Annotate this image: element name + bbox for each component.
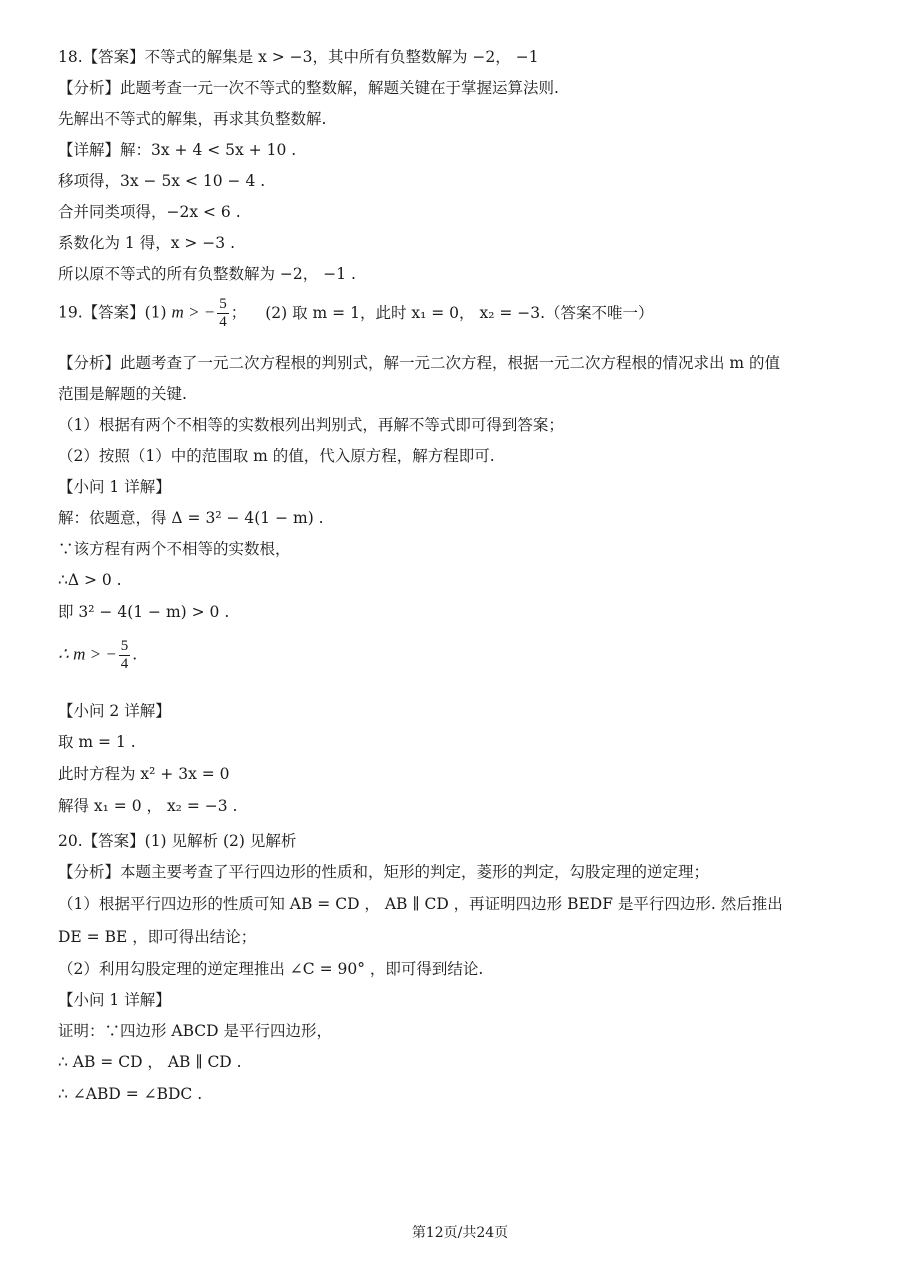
q19-sub1-step1: 解：依题意，得 Δ = 3² − 4(1 − m) . — [58, 509, 324, 527]
q19-answer — [58, 296, 654, 331]
q18-step1: 移项得，3x − 5x < 10 − 4 . — [58, 172, 266, 190]
q19-method2: （2）按照（1）中的范围取 m 的值，代入原方程，解方程即可. — [58, 447, 495, 465]
q20-proof3: ∴ ∠ABD = ∠BDC . — [58, 1085, 203, 1103]
fraction-numerator: 5 — [219, 296, 227, 312]
q20-method1: （1）根据平行四边形的性质可知 AB = CD ， AB ∥ CD ，再证明四边形 BEDF 是平行四边形. 然后推出 — [58, 895, 783, 913]
q18-step3: 系数化为 1 得，x > −3 . — [58, 234, 236, 252]
fraction-denominator: 4 — [120, 656, 129, 672]
fraction — [119, 638, 131, 673]
q18-result: 所以原不等式的所有负整数解为 −2， −1 . — [58, 265, 356, 283]
q18-detail: 【详解】解：3x + 4 < 5x + 10 . — [58, 141, 297, 159]
q20-method2: （2）利用勾股定理的逆定理推出 ∠C = 90° ，即可得到结论. — [58, 960, 484, 978]
q20-proof1: 证明：∵四边形 ABCD 是平行四边形， — [58, 1022, 333, 1040]
q19-answer-var: m > − — [171, 302, 216, 322]
q19-sub1-heading: 【小问 1 详解】 — [58, 478, 171, 496]
q18-method: 先解出不等式的解集，再求其负整数解. — [58, 110, 327, 128]
page-footer: 第12页/共24页 — [411, 1225, 509, 1241]
q19-analysis2: 范围是解题的关键. — [58, 385, 187, 403]
q19-sub1-step2: ∵该方程有两个不相等的实数根， — [58, 540, 291, 558]
q19-answer-part2: (2) 取 m = 1，此时 x₁ = 0， x₂ = −3.（答案不唯一） — [265, 303, 654, 322]
q18-answer: 18.【答案】不等式的解集是 x > −3，其中所有负整数解为 −2， −1 — [58, 48, 539, 66]
q20-proof2: ∴ AB = CD ， AB ∥ CD . — [58, 1053, 242, 1071]
fraction-numerator: 5 — [120, 638, 129, 654]
q19-sub1-step4: 即 3² − 4(1 − m) > 0 . — [58, 603, 230, 621]
q20-analysis: 【分析】本题主要考查了平行四边形的性质和，矩形的判定，菱形的判定，勾股定理的逆定理； — [58, 863, 710, 881]
fraction — [217, 296, 229, 331]
q19-sub2-step1: 取 m = 1 . — [58, 733, 136, 751]
q19-answer-prefix: 19.【答案】(1) — [58, 303, 167, 322]
q19-sub2-step2: 此时方程为 x² + 3x = 0 — [58, 765, 230, 783]
q18-step2: 合并同类项得，−2x < 6 . — [58, 203, 241, 221]
q19-sub2-heading: 【小问 2 详解】 — [58, 702, 171, 720]
q18-analysis: 【分析】此题考查一元一次不等式的整数解，解题关键在于掌握运算法则. — [58, 79, 559, 97]
q20-sub1-heading: 【小问 1 详解】 — [58, 991, 171, 1009]
q20-answer: 20.【答案】(1) 见解析 (2) 见解析 — [58, 832, 297, 850]
q19-sub1-step3: ∴Δ > 0 . — [58, 571, 122, 589]
q19-sub2-step3: 解得 x₁ = 0 ， x₂ = −3 . — [58, 797, 238, 815]
conclusion-prefix: ∴ m > − — [58, 644, 117, 664]
q19-method1: （1）根据有两个不相等的实数根列出判别式，再解不等式即可得到答案； — [58, 416, 564, 434]
conclusion-suffix: . — [132, 645, 138, 664]
q19-sub1-conclusion — [58, 638, 137, 673]
q19-analysis: 【分析】此题考查了一元二次方程根的判别式，解一元二次方程，根据一元二次方程根的情况求出 m 的值 — [58, 354, 781, 372]
q19-answer-sep: ； — [230, 303, 247, 322]
fraction-denominator: 4 — [219, 314, 227, 330]
q20-method1b: DE = BE ，即可得出结论； — [58, 928, 257, 946]
